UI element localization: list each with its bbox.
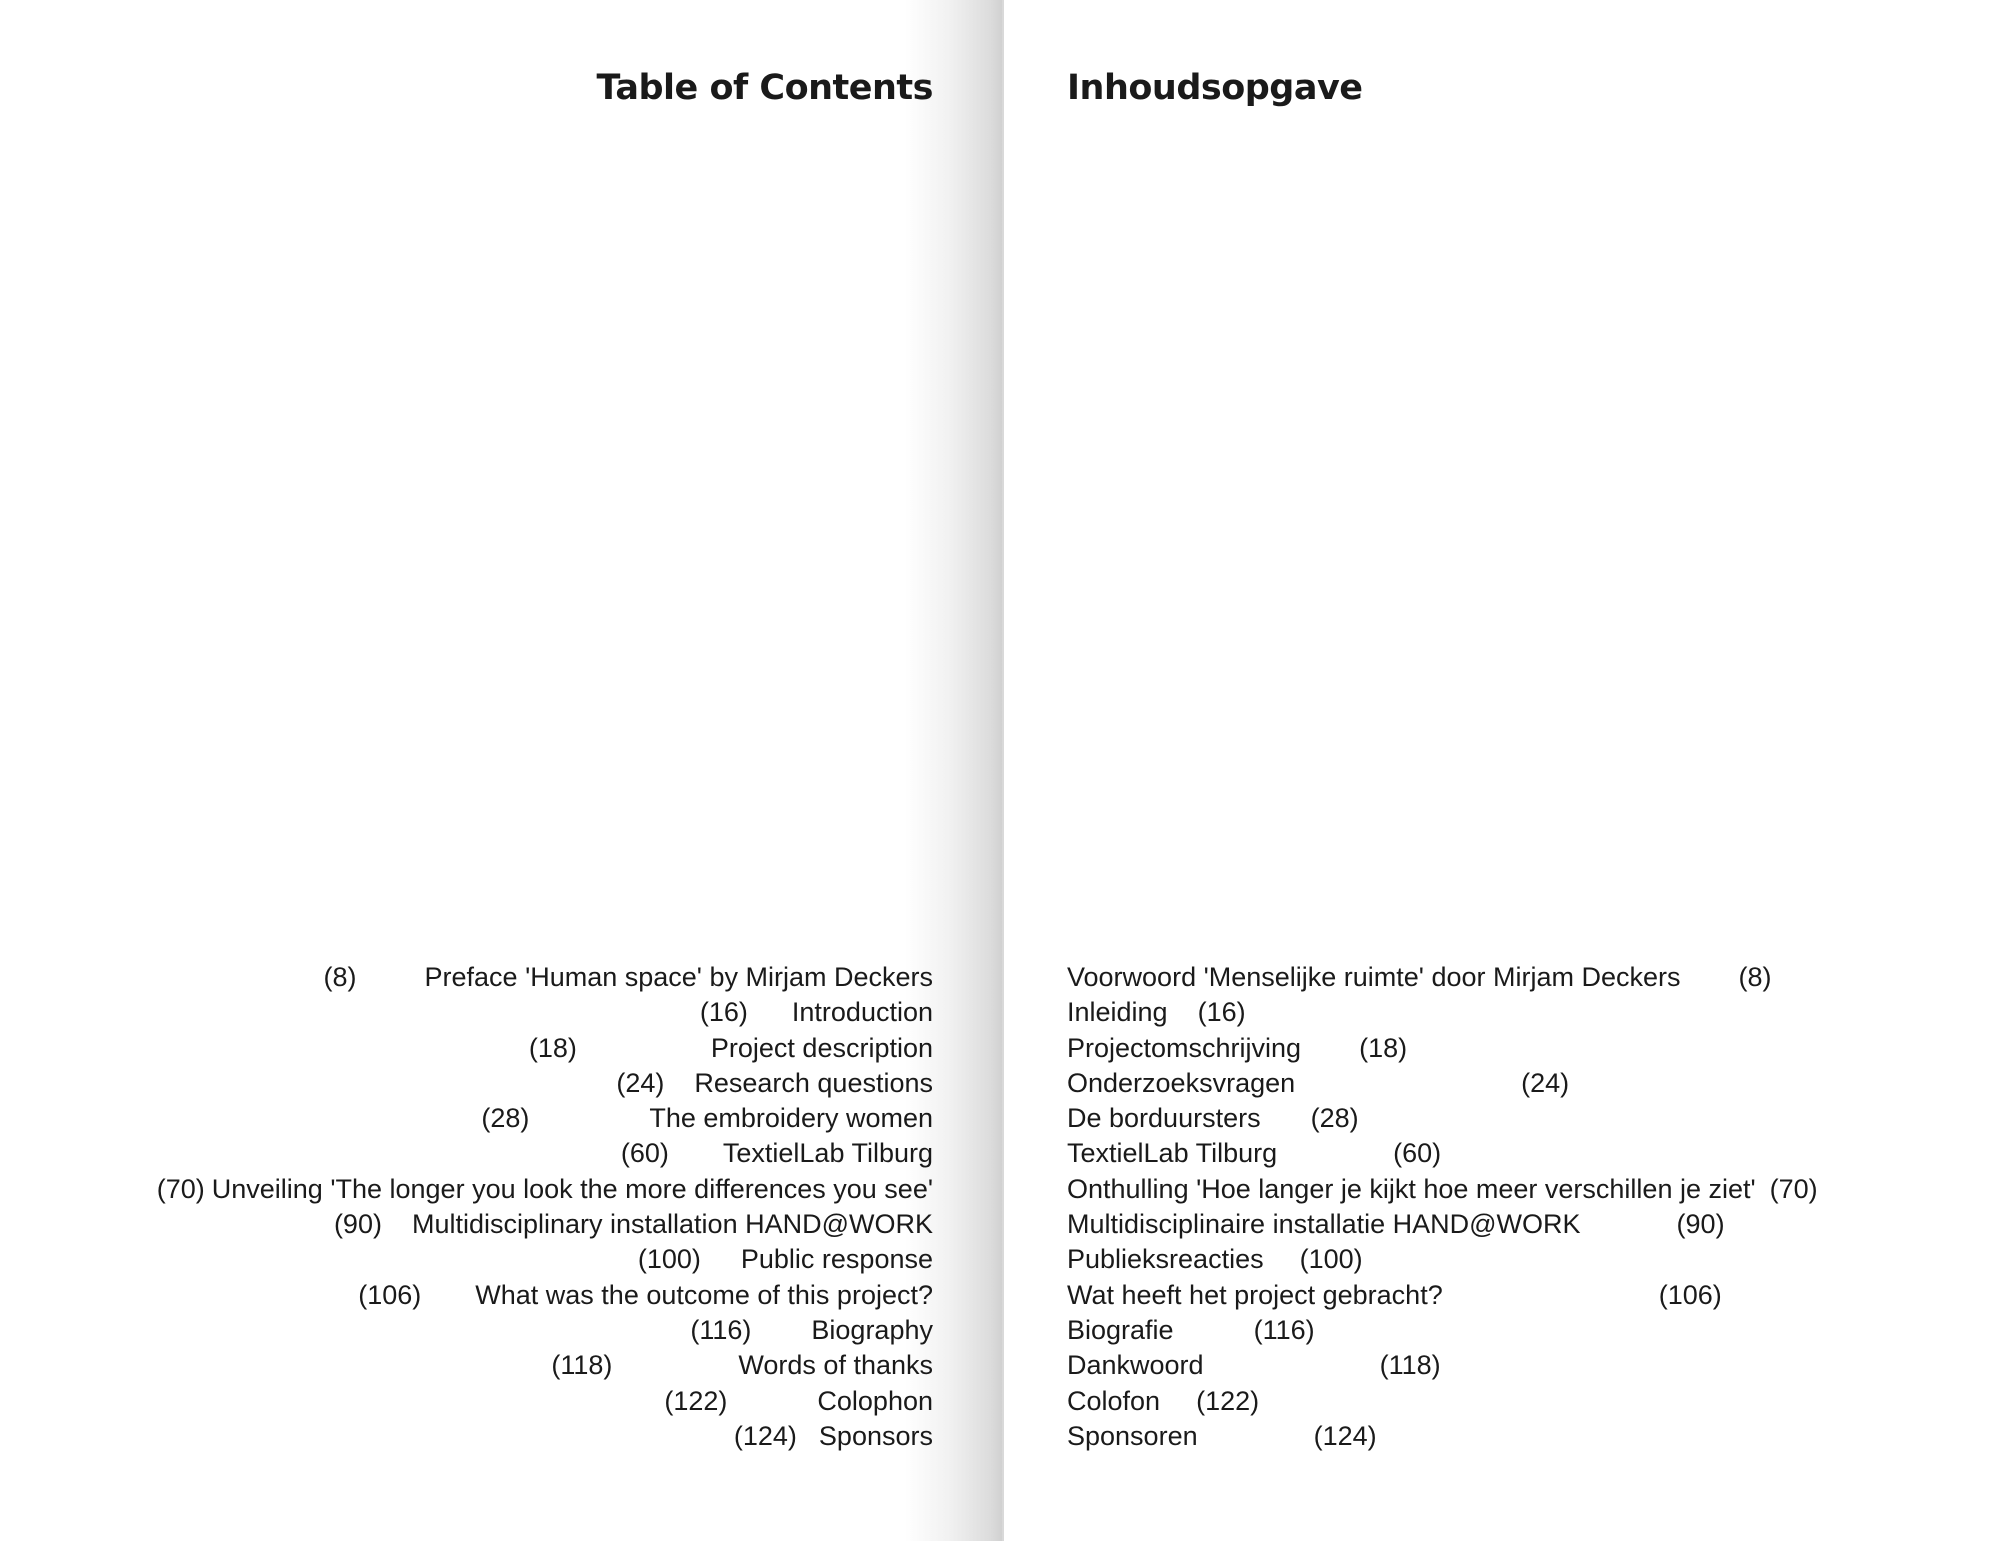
toc-entry [1067, 1031, 1818, 1066]
toc-entry-title: Voorwoord 'Menselijke ruimte' door Mirjam Deckers [1067, 962, 1681, 992]
toc-entry [1067, 960, 1818, 995]
book-gutter [1002, 0, 1004, 1541]
toc-page-number: (90) [333, 1209, 382, 1240]
toc-entry [157, 995, 933, 1030]
toc-entry [157, 1101, 933, 1136]
toc-page-number: (60) [1393, 1138, 1442, 1169]
toc-entry-title: Introduction [791, 997, 933, 1028]
toc-entry-title: Research questions [694, 1067, 933, 1098]
toc-list-dutch [1067, 960, 1818, 1454]
toc-entry-title: Preface 'Human space' by Mirjam Deckers [424, 962, 933, 992]
toc-entry-title: The embroidery women [649, 1103, 933, 1134]
toc-entry-title: Sponsoren [1067, 1420, 1198, 1451]
toc-page-number: (116) [690, 1314, 752, 1345]
toc-entry-title: Dankwoord [1067, 1350, 1204, 1381]
toc-entry [157, 1136, 933, 1171]
toc-entry-title: Multidisciplinaire installatie HAND@WORK [1067, 1209, 1581, 1240]
toc-entry [157, 1242, 933, 1277]
toc-page-number: (116) [1253, 1314, 1315, 1345]
toc-entry [1067, 1101, 1818, 1136]
toc-page-number: (16) [699, 997, 748, 1028]
toc-entry-title: Multidisciplinary installation HAND@WORK [411, 1209, 933, 1240]
toc-page-number: (106) [358, 1279, 422, 1310]
toc-page-number: (124) [733, 1420, 797, 1451]
toc-entry [157, 1313, 933, 1348]
toc-entry [1067, 1348, 1818, 1383]
toc-entry-title: Sponsors [818, 1420, 933, 1451]
toc-page-number: (106) [1658, 1279, 1722, 1310]
toc-entry-title: What was the outcome of this project? [475, 1279, 933, 1310]
toc-entry-title: Unveiling 'The longer you look the more differences you see' [211, 1173, 933, 1204]
toc-entry [1067, 1207, 1818, 1242]
toc-entry-title: Onthulling 'Hoe langer je kijkt hoe meer verschillen je ziet' [1067, 1173, 1756, 1204]
toc-list-english [157, 960, 933, 1454]
toc-page-number: (100) [637, 1244, 701, 1275]
toc-entry-title: Words of thanks [738, 1350, 933, 1381]
toc-entry [1067, 1313, 1818, 1348]
toc-page-number: (122) [1196, 1385, 1260, 1416]
toc-page-number: (70) [156, 1173, 205, 1204]
toc-entry-title: Onderzoeksvragen [1067, 1067, 1296, 1098]
toc-page-number: (24) [616, 1067, 665, 1098]
toc-entry [157, 1384, 933, 1419]
toc-page-number: (118) [551, 1350, 613, 1381]
toc-page-number: (18) [1359, 1032, 1408, 1063]
toc-entry [1067, 1278, 1818, 1313]
toc-entry [157, 1207, 933, 1242]
toc-page-number: (8) [323, 962, 357, 992]
toc-page-number: (8) [1738, 962, 1772, 992]
toc-page-number: (70) [1769, 1173, 1818, 1204]
toc-entry [1067, 995, 1818, 1030]
right-page-heading: Inhoudsopgave [1067, 68, 1363, 108]
toc-entry [1067, 1419, 1818, 1454]
toc-entry [157, 1419, 933, 1454]
toc-entry [157, 1066, 933, 1101]
toc-entry-title: De borduursters [1067, 1103, 1261, 1134]
toc-entry [157, 1031, 933, 1066]
toc-entry [1067, 1384, 1818, 1419]
toc-page-number: (28) [481, 1103, 530, 1134]
toc-page-number: (122) [664, 1385, 728, 1416]
toc-page-number: (118) [1379, 1350, 1441, 1381]
toc-page-number: (90) [1676, 1209, 1725, 1240]
toc-page-number: (124) [1313, 1420, 1377, 1451]
toc-page-number: (28) [1310, 1103, 1359, 1134]
toc-entry-title: Publieksreacties [1067, 1244, 1264, 1275]
toc-entry [1067, 1136, 1818, 1171]
toc-entry [157, 1172, 933, 1207]
toc-page-number: (24) [1521, 1067, 1570, 1098]
toc-entry-title: Colophon [817, 1385, 933, 1416]
toc-entry-title: Public response [740, 1244, 933, 1275]
toc-entry [157, 960, 933, 995]
toc-entry [1067, 1242, 1818, 1277]
left-page-heading: Table of Contents [596, 68, 933, 108]
toc-entry [1067, 1172, 1818, 1207]
toc-entry-title: Projectomschrijving [1067, 1032, 1302, 1063]
toc-entry-title: TextielLab Tilburg [722, 1138, 933, 1169]
toc-entry [1067, 1066, 1818, 1101]
toc-entry [157, 1348, 933, 1383]
toc-entry-title: Biografie [1067, 1314, 1174, 1345]
toc-page-number: (18) [528, 1032, 577, 1063]
toc-entry-title: Biography [811, 1314, 933, 1345]
toc-entry-title: Project description [710, 1032, 933, 1063]
toc-page-number: (60) [620, 1138, 669, 1169]
toc-entry [157, 1278, 933, 1313]
toc-entry-title: Inleiding [1067, 997, 1168, 1028]
toc-entry-title: Colofon [1067, 1385, 1161, 1416]
toc-page-number: (16) [1197, 997, 1246, 1028]
toc-page-number: (100) [1299, 1244, 1363, 1275]
toc-entry-title: TextielLab Tilburg [1067, 1138, 1278, 1169]
toc-entry-title: Wat heeft het project gebracht? [1067, 1279, 1443, 1310]
